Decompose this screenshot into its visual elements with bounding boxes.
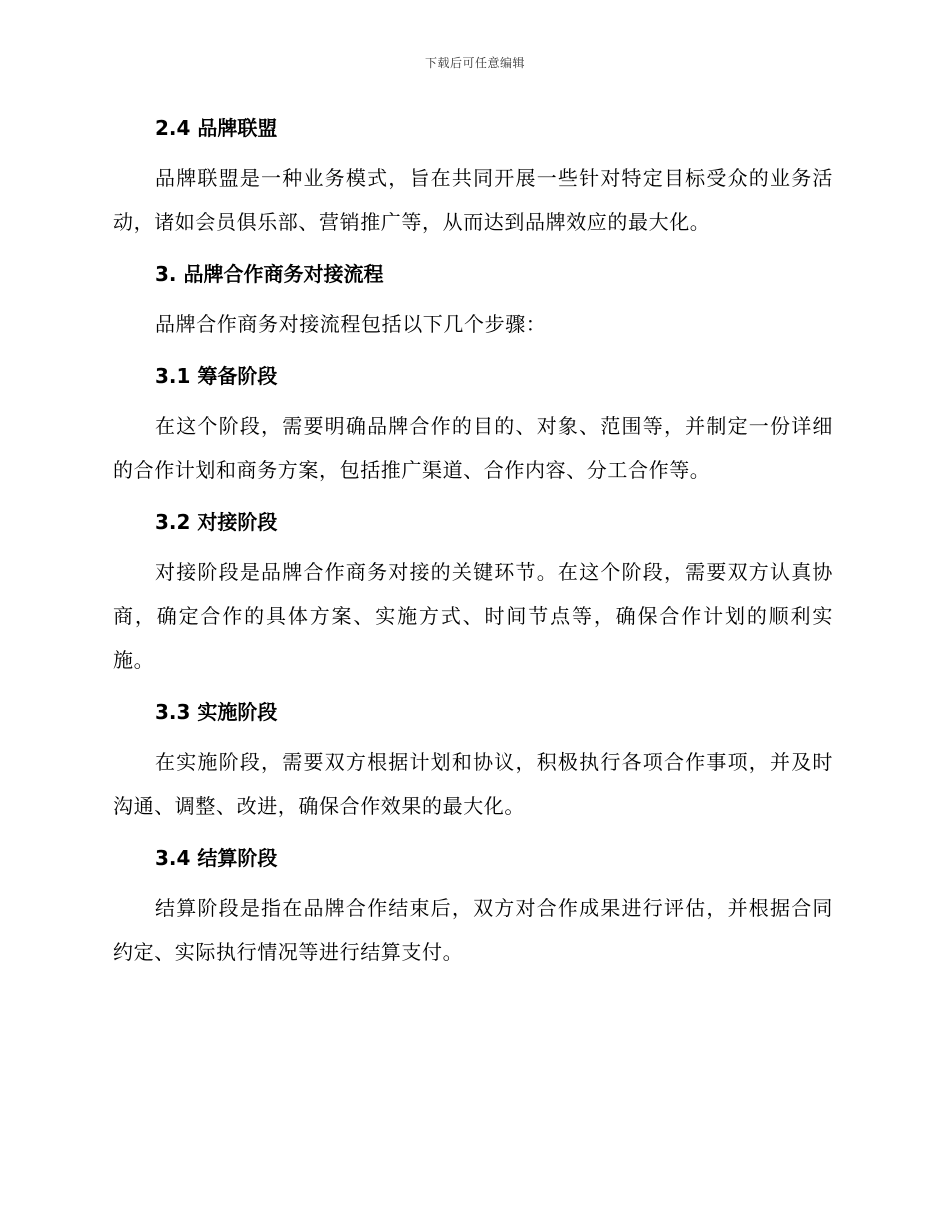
section-paragraph-3-1: 在这个阶段，需要明确品牌合作的目的、对象、范围等，并制定一份详细的合作计划和商务方案，包括推广渠道、合作内容、分工合作等。 bbox=[113, 414, 833, 482]
section-heading-3: 3. 品牌合作商务对接流程 bbox=[155, 262, 384, 286]
section-paragraph-3-3: 在实施阶段，需要双方根据计划和协议，积极执行各项合作事项，并及时沟通、调整、改进，确保合作效果的最大化。 bbox=[113, 750, 833, 818]
section-paragraph-2-4: 品牌联盟是一种业务模式，旨在共同开展一些针对特定目标受众的业务活动，诸如会员俱乐部、营销推广等，从而达到品牌效应的最大化。 bbox=[113, 166, 833, 234]
page-header-note: 下载后可任意编辑 bbox=[424, 56, 525, 70]
section-paragraph-3-2: 对接阶段是品牌合作商务对接的关键环节。在这个阶段，需要双方认真协商，确定合作的具体方案、实施方式、时间节点等，确保合作计划的顺利实施。 bbox=[113, 560, 833, 672]
section-heading-3-1: 3.1 筹备阶段 bbox=[155, 364, 278, 388]
section-heading-3-3: 3.3 实施阶段 bbox=[155, 700, 278, 724]
section-heading-3-4: 3.4 结算阶段 bbox=[155, 846, 278, 870]
document-body bbox=[113, 112, 833, 974]
section-heading-3-2: 3.2 对接阶段 bbox=[155, 510, 278, 534]
section-paragraph-3: 品牌合作商务对接流程包括以下几个步骤： bbox=[155, 312, 547, 336]
section-paragraph-3-4: 结算阶段是指在品牌合作结束后，双方对合作成果进行评估，并根据合同约定、实际执行情况等进行结算支付。 bbox=[113, 896, 833, 964]
section-heading-2-4: 2.4 品牌联盟 bbox=[155, 116, 278, 140]
